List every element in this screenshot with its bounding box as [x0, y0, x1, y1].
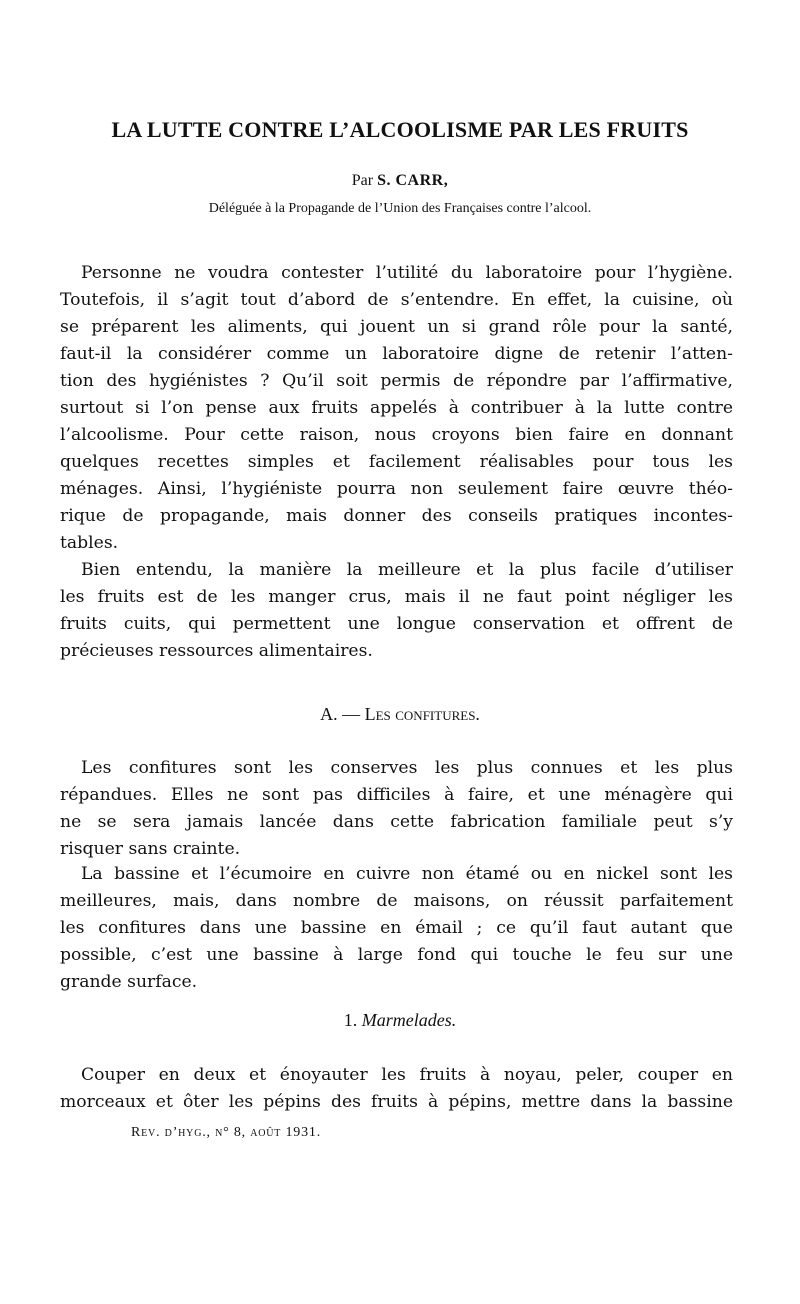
text-line: tion des hygiénistes ? Qu’il soit permis de répondre par l’affirmative, [60, 371, 733, 391]
text-line: risquer sans crainte. [60, 839, 241, 859]
text-line: ménages. Ainsi, l’hygiéniste pourra non seulement faire œuvre théo- [60, 479, 733, 499]
journal-reference-footer: Rev. d’hyg., n° 8, août 1931. [131, 1125, 322, 1140]
section-title: Les confitures. [364, 704, 480, 724]
author-name: S. CARR, [377, 172, 449, 189]
text-line: quelques recettes simples et facilement réalisables pour tous les [60, 452, 733, 472]
subsection-title: Marmelades. [361, 1010, 457, 1030]
text-line: tables. [60, 533, 119, 553]
section-label: A. — [320, 704, 361, 724]
section-heading [60, 704, 740, 725]
text-line: ne se sera jamais lancée dans cette fabrication familiale peut s’y [60, 812, 733, 832]
text-line: précieuses ressources alimentaires. [60, 641, 373, 661]
author-affiliation: Déléguée à la Propagande de l’Union des Françaises contre l’alcool. [208, 201, 592, 216]
byline-prefix: Par [351, 172, 374, 189]
article-title: LA LUTTE CONTRE L’ALCOOLISME PAR LES FRUITS [111, 117, 689, 142]
text-line: les fruits est de les manger crus, mais il ne faut point négliger les [60, 587, 733, 607]
text-line: se préparent les aliments, qui jouent un si grand rôle pour la santé, [60, 317, 733, 337]
text-line: répandues. Elles ne sont pas difficiles à faire, et une ménagère qui [60, 785, 733, 805]
text-line: surtout si l’on pense aux fruits appelés à contribuer à la lutte contre [60, 398, 733, 418]
text-line: La bassine et l’écumoire en cuivre non étamé ou en nickel sont les [81, 864, 733, 884]
text-line: rique de propagande, mais donner des conseils pratiques incontes- [60, 506, 733, 526]
text-line: faut-il la considérer comme un laboratoire digne de retenir l’atten- [60, 344, 733, 364]
subsection-number: 1. [343, 1010, 358, 1030]
text-line: l’alcoolisme. Pour cette raison, nous croyons bien faire en donnant [60, 425, 733, 445]
text-line: meilleures, mais, dans nombre de maisons, on réussit parfaitement [60, 891, 733, 911]
text-line: Personne ne voudra contester l’utilité du laboratoire pour l’hygiène. [81, 263, 733, 283]
text-line: fruits cuits, qui permettent une longue conservation et offrent de [60, 614, 733, 634]
text-line: Bien entendu, la manière la meilleure et la plus facile d’utiliser [81, 560, 733, 580]
subsection-heading [60, 1010, 740, 1031]
byline [60, 172, 740, 190]
text-line: Les confitures sont les conserves les plus connues et les plus [81, 758, 733, 778]
text-line: Couper en deux et énoyauter les fruits à noyau, peler, couper en [81, 1065, 733, 1085]
text-line: Toutefois, il s’agit tout d’abord de s’entendre. En effet, la cuisine, où [60, 290, 733, 310]
text-line: morceaux et ôter les pépins des fruits à pépins, mettre dans la bassine [60, 1092, 733, 1112]
text-line: possible, c’est une bassine à large fond qui touche le feu sur une [60, 945, 733, 965]
text-line: grande surface. [60, 972, 198, 992]
text-line: les confitures dans une bassine en émail ; ce qu’il faut autant que [60, 918, 733, 938]
